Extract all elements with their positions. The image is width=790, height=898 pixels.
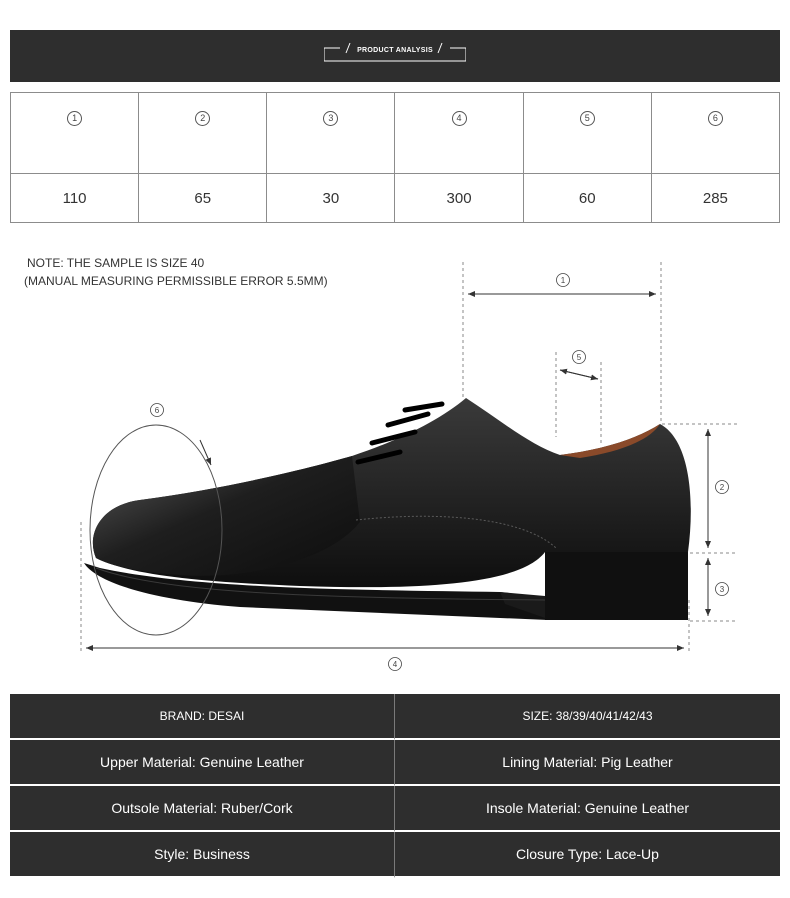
frame-lines — [324, 41, 466, 72]
spec-row — [10, 832, 780, 878]
spec-closure-type: Closure Type: Lace-Up — [395, 832, 780, 878]
product-analysis-banner — [10, 30, 780, 82]
dim-marker-6: 6 — [154, 406, 160, 415]
note-line-1: NOTE: THE SAMPLE IS SIZE 40 — [27, 256, 205, 270]
spec-size: SIZE: 38/39/40/41/42/43 — [395, 694, 780, 740]
spec-brand: BRAND: DESAI — [10, 694, 395, 740]
dim-marker-3: 3 — [719, 585, 725, 594]
measure-value: 110 — [11, 174, 139, 223]
measure-value: 60 — [523, 174, 651, 223]
dim-marker-2: 2 — [719, 483, 725, 492]
marker-2: 2 — [195, 111, 210, 126]
spec-row — [10, 786, 780, 832]
measure-value: 285 — [651, 174, 779, 223]
measure-header-cell — [651, 93, 779, 174]
spec-insole-material: Insole Material: Genuine Leather — [395, 786, 780, 832]
spec-outsole-material: Outsole Material: Ruber/Cork — [10, 786, 395, 832]
measure-value: 300 — [395, 174, 523, 223]
marker-1: 1 — [67, 111, 82, 126]
measure-header-cell — [267, 93, 395, 174]
spec-row — [10, 740, 780, 786]
note-line-2: (MANUAL MEASURING PERMISSIBLE ERROR 5.5MM) — [24, 274, 328, 288]
shoe-heel — [545, 552, 688, 620]
spec-lining-material: Lining Material: Pig Leather — [395, 740, 780, 786]
spec-style: Style: Business — [10, 832, 395, 878]
measure-value: 65 — [139, 174, 267, 223]
dim-marker-5: 5 — [576, 353, 582, 362]
marker-4: 4 — [452, 111, 467, 126]
dim-marker-4: 4 — [392, 660, 398, 669]
measure-header-cell — [523, 93, 651, 174]
measure-header-cell — [395, 93, 523, 174]
spec-row — [10, 694, 780, 740]
measurement-table — [10, 92, 780, 223]
title-frame — [324, 41, 466, 72]
section-title: PRODUCT ANALYSIS — [357, 47, 433, 54]
measure-value: 30 — [267, 174, 395, 223]
marker-5: 5 — [580, 111, 595, 126]
dim-marker-1: 1 — [560, 276, 566, 285]
marker-3: 3 — [323, 111, 338, 126]
measure-header-cell — [139, 93, 267, 174]
spec-upper-material: Upper Material: Genuine Leather — [10, 740, 395, 786]
marker-6: 6 — [708, 111, 723, 126]
shoe-measurement-diagram — [0, 240, 790, 680]
measure-header-cell — [11, 93, 139, 174]
specifications-table — [10, 694, 780, 878]
